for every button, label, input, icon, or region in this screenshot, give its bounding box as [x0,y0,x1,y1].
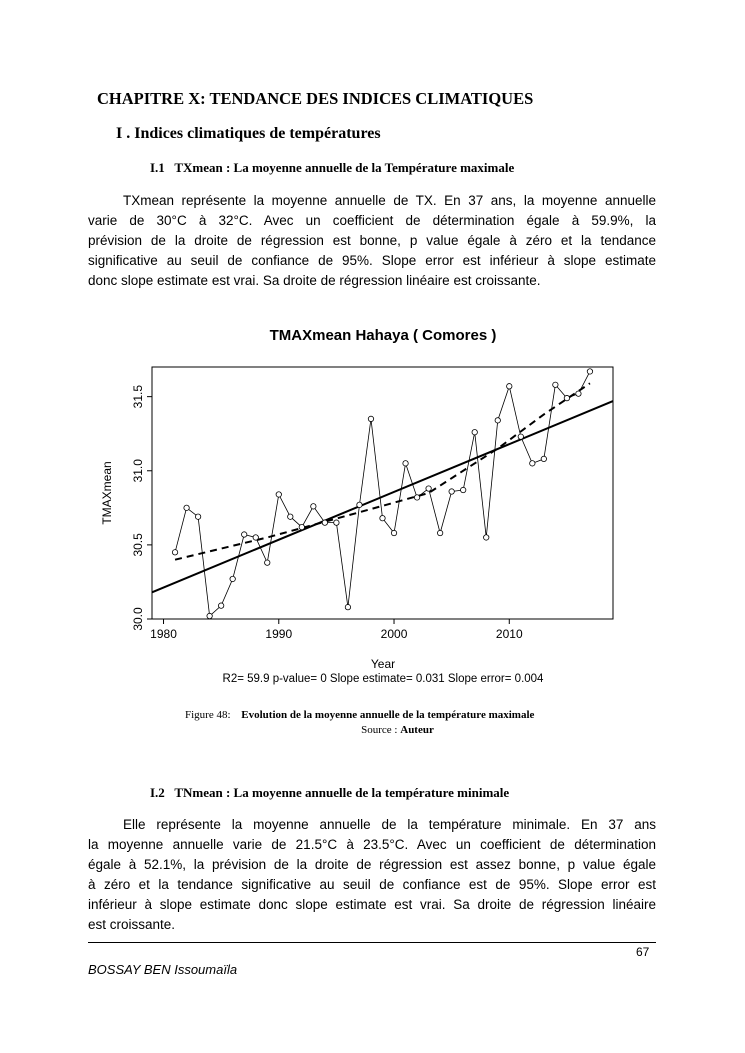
data-point [207,613,212,618]
data-point [368,416,373,421]
y-tick-label: 31.5 [131,384,145,409]
plot-frame [152,367,613,619]
footer-divider [88,942,656,943]
subsection-1-heading [150,160,514,176]
chart-stats: R2= 59.9 p-value= 0 Slope estimate= 0.031 Slope error= 0.004 [222,673,544,685]
paragraph-line: varie de 30°C à 32°C. Avec un coefficient de détermination égale à 59.9%, la [88,213,656,228]
data-point [414,495,419,500]
y-tick-label: 31.0 [131,459,145,483]
data-point [472,430,477,435]
chapter-title: CHAPITRE X: TENDANCE DES INDICES CLIMATIQUES [97,89,534,108]
data-point [345,604,350,609]
section-title: Indices climatiques de températures [134,125,381,142]
x-tick-label: 2010 [495,627,523,641]
data-point [357,502,362,507]
section-heading [116,125,381,143]
paragraph-line: Elle représente la moyenne annuelle de la température minimale. En 37 ans [123,817,656,832]
figure-caption [185,709,534,721]
data-point [391,530,396,535]
figure-label: Figure 48: [185,709,231,721]
paragraph-tnmean [88,815,656,935]
data-point [242,532,247,537]
data-point [426,486,431,491]
data-point [299,524,304,529]
data-point [541,456,546,461]
subsection-1-title: TXmean : La moyenne annuelle de la Température maximale [174,160,515,175]
data-point [184,505,189,510]
source-value: Auteur [400,724,434,736]
y-tick-label: 30.0 [131,607,145,631]
x-tick-label: 2000 [380,627,408,641]
observed-series-line [175,371,590,616]
source-label: Source : [361,724,398,736]
data-point [587,369,592,374]
page-number: 67 [636,945,650,959]
footer-author: BOSSAY BEN Issoumaïla [88,962,238,977]
data-point [530,461,535,466]
data-point [460,487,465,492]
paragraph-line: donc slope estimate est vrai. Sa droite de régression linéaire est croissante. [88,273,541,288]
data-point [253,535,258,540]
smoothed-trend-line [175,383,590,559]
paragraph-line: TXmean représente la moyenne annuelle de TX. En 37 ans, la moyenne annuelle [123,193,656,208]
regression-line [152,401,613,592]
chart-title: TMAXmean Hahaya ( Comores ) [269,327,497,344]
data-point [403,461,408,466]
x-tick-label: 1990 [265,627,293,641]
data-point [495,418,500,423]
data-point [553,382,558,387]
x-axis [150,619,523,641]
x-axis-label: Year [370,657,396,671]
tmaxmean-chart [95,318,625,693]
figure-source [0,724,745,736]
subsection-2-title: TNmean : La moyenne annuelle de la température minimale [174,785,510,800]
data-point [195,514,200,519]
data-point [564,395,569,400]
data-point [380,516,385,521]
data-point [276,492,281,497]
data-point [322,520,327,525]
data-point [437,530,442,535]
data-point [507,384,512,389]
data-point [230,576,235,581]
y-axis [131,385,152,631]
data-point [518,434,523,439]
paragraph-line: à zéro et la tendance significative au seuil de confiance est de 95%. Slope error est [88,877,656,892]
section-number: I . [116,125,131,142]
data-point [172,550,177,555]
figure-title: Evolution de la moyenne annuelle de la température maximale [241,709,535,721]
subsection-1-number: I.1 [150,160,165,175]
paragraph-line: la moyenne annuelle varie de 21.5°C à 23.5°C. Avec un coefficient de détermination [88,837,656,852]
x-tick-label: 1980 [150,627,177,641]
paragraph-line: égale à 52.1%, la prévision de la droite de régression est assez bonne, p value égale [88,857,656,872]
paragraph-line: significative au seuil de confiance de 95%. Slope error est inférieur à slope estimate [88,253,656,268]
data-point [449,489,454,494]
y-axis-label: TMAXmean [100,461,114,525]
paragraph-txmean [88,191,656,291]
data-point [311,504,316,509]
data-point [265,560,270,565]
subsection-2-number: I.2 [150,785,165,800]
data-point [576,391,581,396]
subsection-2-heading [150,785,509,801]
paragraph-line: prévision de la droite de régression est bonne, p value égale à zéro et la tendance [88,233,656,248]
paragraph-line: est croissante. [88,917,176,932]
data-point [288,514,293,519]
data-point [334,520,339,525]
data-point [484,535,489,540]
paragraph-line: inférieur à slope estimate donc slope estimate est vrai. Sa droite de régression linéaire [88,897,656,912]
y-tick-label: 30.5 [131,533,145,557]
series-layer [152,369,613,619]
data-point [218,603,223,608]
